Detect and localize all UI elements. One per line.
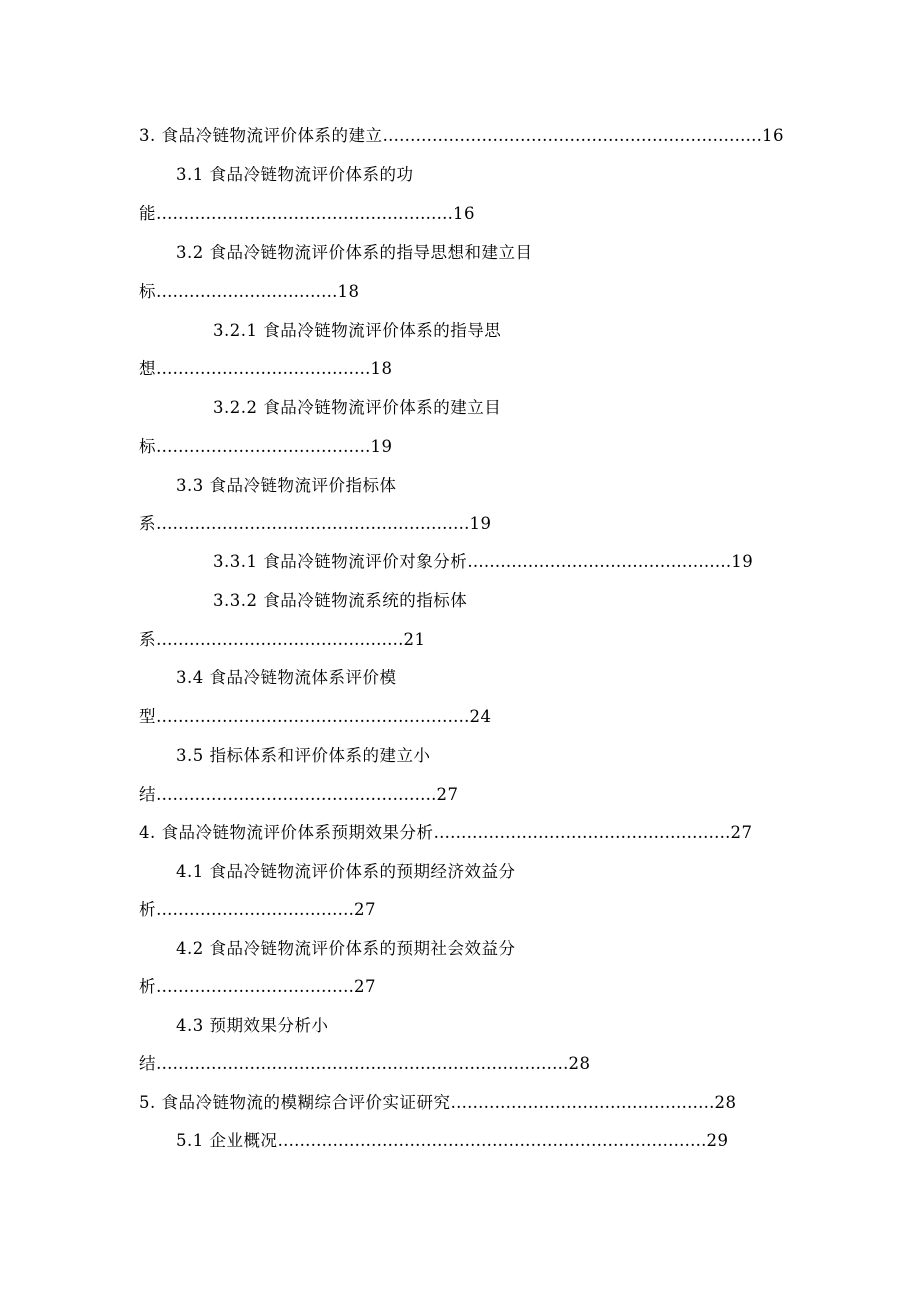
toc-line: 系………………………………………21 [139, 630, 426, 649]
toc-line: 3.3 食品冷链物流评价指标体 [176, 476, 397, 495]
toc-line: 3.4 食品冷链物流体系评价模 [176, 668, 397, 687]
toc-line: 能………………………………………………16 [139, 204, 475, 223]
toc-line: 3.1 食品冷链物流评价体系的功 [176, 165, 414, 184]
toc-line: 3. 食品冷链物流评价体系的建立……………………………………………………………16 [139, 126, 784, 145]
toc-line: 4.2 食品冷链物流评价体系的预期社会效益分 [176, 939, 516, 958]
toc-line: 5.1 企业概况……………………………………………………………………29 [176, 1131, 729, 1150]
toc-line: 系…………………………………………………19 [139, 514, 492, 533]
toc-line: 3.2.2 食品冷链物流评价体系的建立目 [213, 398, 502, 417]
toc-line: 标……………………………18 [139, 282, 360, 301]
toc-line: 析………………………………27 [139, 977, 376, 996]
toc-line: 5. 食品冷链物流的模糊综合评价实证研究…………………………………………28 [139, 1093, 737, 1112]
toc-line: 析………………………………27 [139, 900, 376, 919]
toc-line: 3.2.1 食品冷链物流评价体系的指导思 [213, 321, 502, 340]
toc-line: 3.2 食品冷链物流评价体系的指导思想和建立目 [176, 243, 533, 262]
toc-line: 3.3.2 食品冷链物流系统的指标体 [213, 591, 468, 610]
toc-line: 想…………………………………18 [139, 359, 393, 378]
toc-line: 4.3 预期效果分析小 [176, 1016, 329, 1035]
toc-line: 3.3.1 食品冷链物流评价对象分析…………………………………………19 [213, 552, 754, 571]
toc-line: 结…………………………………………………………………28 [139, 1054, 591, 1073]
toc-line: 标…………………………………19 [139, 437, 393, 456]
toc-line: 3.5 指标体系和评价体系的建立小 [176, 746, 431, 765]
toc-line: 4.1 食品冷链物流评价体系的预期经济效益分 [176, 862, 516, 881]
toc-line: 型…………………………………………………24 [139, 707, 492, 726]
toc-line: 4. 食品冷链物流评价体系预期效果分析………………………………………………27 [139, 823, 753, 842]
toc-line: 结……………………………………………27 [139, 785, 459, 804]
